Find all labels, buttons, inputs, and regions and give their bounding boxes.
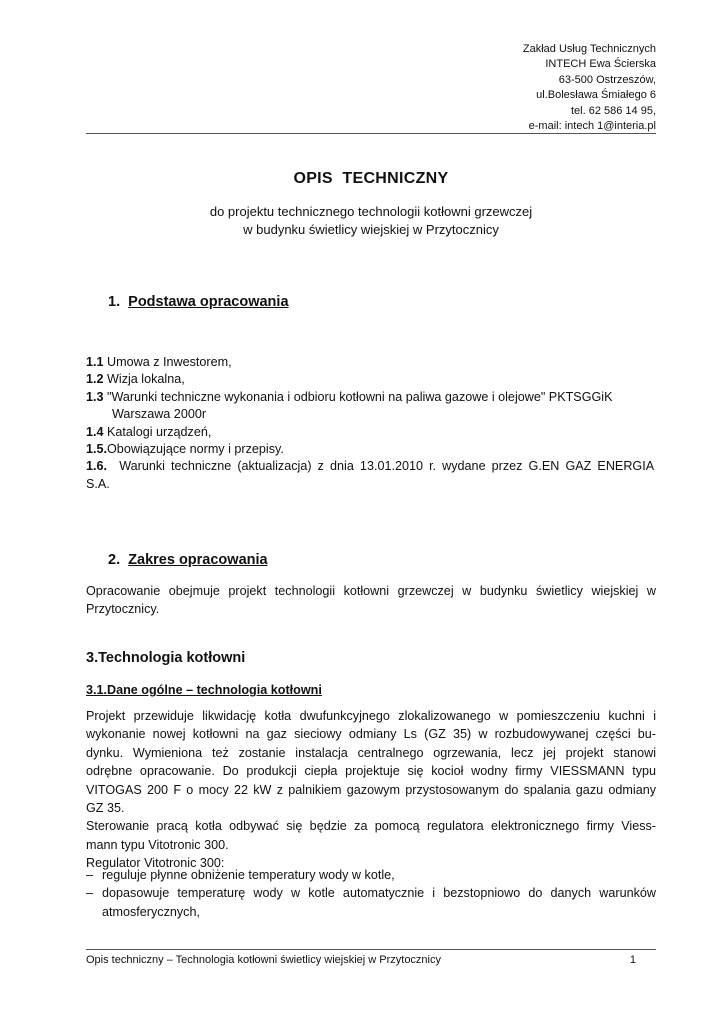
bullet-line: reguluje płynne obniżenie temperatury wody w kotle,: [102, 868, 395, 882]
section-3-paragraph: [86, 707, 656, 873]
page-number: 1: [629, 954, 636, 966]
list-item: [86, 371, 656, 388]
paragraph-line: Regulator Vitotronic 300:: [86, 856, 225, 871]
paragraph-line: odrębne opracowanie. Do produkcji ciepła projektuje się kocioł wodny firmy VIESSMANN typu: [86, 764, 656, 779]
item-number: 1.6.: [86, 459, 108, 474]
item-number: 1.5.: [86, 442, 108, 457]
section-2-paragraph: [86, 582, 656, 619]
company-address-block: [523, 42, 656, 134]
subtitle-line: do projektu technicznego technologii kotłowni grzewczej: [209, 204, 533, 219]
company-line: tel. 62 586 14 95,: [570, 104, 656, 117]
document-subtitle: [86, 203, 656, 239]
company-line: e-mail: intech 1@interia.pl: [528, 120, 656, 133]
list-item-continuation: Warszawa 2000r: [112, 407, 207, 422]
item-text: Obowiązujące normy i przepisy.: [107, 442, 284, 457]
company-line: ul.Bolesława Śmiałego 6: [536, 89, 656, 102]
bullet-item: [86, 866, 656, 884]
list-item: [86, 354, 656, 371]
section-number: 1.: [108, 294, 121, 310]
paragraph-line: GZ 35.: [86, 801, 125, 816]
item-number: 1.4: [86, 424, 104, 439]
document-title: OPIS TECHNICZNY: [293, 170, 449, 187]
section-3-heading: 3.Technologia kotłowni: [86, 650, 246, 666]
list-item: [86, 458, 656, 475]
item-number: 1.3: [86, 389, 104, 404]
section-number: 2.: [108, 552, 121, 568]
bullet-line: atmosferycznych,: [102, 904, 200, 919]
paragraph-line: Przytocznicy.: [86, 602, 160, 617]
section-title: Zakres opracowania: [128, 552, 268, 568]
list-item: [86, 389, 656, 406]
footer-divider: [86, 949, 656, 950]
dash-bullet-icon: –: [86, 868, 94, 882]
section-title: Podstawa opracowania: [128, 294, 289, 310]
company-line: INTECH Ewa Ścierska: [545, 58, 656, 71]
reference-list: [86, 354, 656, 493]
list-item: [86, 424, 656, 441]
header-divider: [86, 133, 656, 134]
paragraph-line: wykonanie nowej kotłowni na gaz sieciowy odmiany Ls (GZ 35) w rozbudowywanej części bu-: [86, 727, 656, 742]
paragraph-line: dynku. Wymieniona też zostanie instalacja centralnego ogrzewania, lecz jej projekt stanowi: [86, 745, 656, 760]
item-text: Wizja lokalna,: [103, 372, 185, 387]
paragraph-line: Opracowanie obejmuje projekt technologii kotłowni grzewczej w budynku świetlicy wiejskiej w: [86, 584, 656, 598]
item-text: "Warunki techniczne wykonania i odbioru kotłowni na paliwa gazowe i olejowe" PKTSGGiK: [103, 389, 613, 404]
item-number: 1.2: [86, 372, 104, 387]
regulator-features-list: [86, 866, 656, 921]
item-text: Katalogi urządzeń,: [103, 424, 212, 439]
item-number: 1.1: [86, 355, 104, 369]
bullet-line: dopasowuje temperaturę wody w kotle automatycznie i bezstopniowo do danych warunków: [102, 886, 656, 901]
list-item: [86, 441, 656, 458]
paragraph-line: mann typu Vitotronic 300.: [86, 837, 229, 852]
list-item-continuation: S.A.: [86, 476, 110, 491]
paragraph-line: VITOGAS 200 F o mocy 22 kW z palnikiem gazowym przystosowanym do spalania gazu odmiany: [86, 782, 656, 797]
section-2-heading: [108, 552, 268, 568]
footer-text: Opis techniczny – Technologia kotłowni świetlicy wiejskiej w Przytocznicy: [86, 954, 441, 966]
item-text: Warunki techniczne (aktualizacja) z dnia 13.01.2010 r. wydane przez G.EN GAZ ENERGIA: [107, 459, 655, 474]
paragraph-line: Projekt przewiduje likwidację kotła dwufunkcyjnego zlokalizowanego w pomieszczeniu kuchni i: [86, 709, 656, 723]
subsection-3-1-heading: 3.1.Dane ogólne – technologia kotłowni: [86, 683, 322, 697]
subtitle-line: w budynku świetlicy wiejskiej w Przytocznicy: [243, 222, 499, 237]
dash-bullet-icon: –: [86, 886, 94, 901]
company-line: 63-500 Ostrzeszów,: [558, 73, 656, 86]
bullet-item: [86, 884, 656, 921]
paragraph-line: Sterowanie pracą kotła odbywać się będzie za pomocą regulatora elektronicznego firmy Viess-: [86, 819, 656, 834]
company-line: Zakład Usług Technicznych: [522, 43, 656, 55]
section-1-heading: [108, 294, 289, 310]
item-text: Umowa z Inwestorem,: [103, 355, 232, 369]
